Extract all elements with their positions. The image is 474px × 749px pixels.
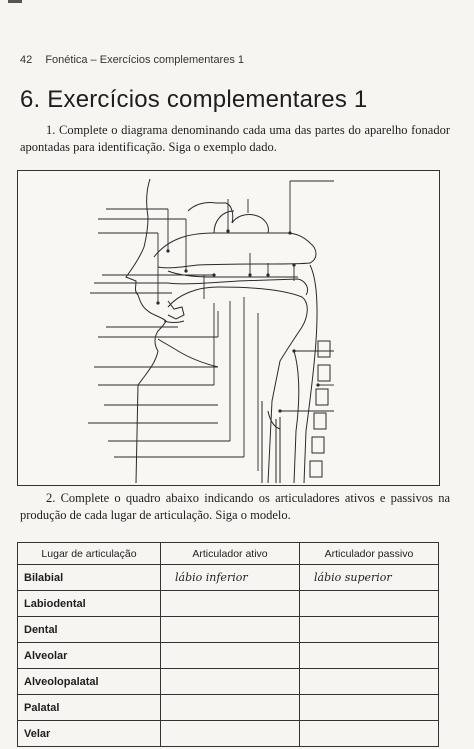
active-articulator-cell[interactable] bbox=[161, 695, 300, 721]
table-row bbox=[18, 643, 439, 669]
articulators-table-container bbox=[17, 542, 438, 747]
active-articulator-cell[interactable]: lábio inferior bbox=[161, 565, 300, 591]
chapter-title: 6. Exercícios complementares 1 bbox=[20, 86, 368, 113]
page-number: 42 bbox=[20, 54, 33, 66]
vocal-tract-drawing bbox=[18, 171, 439, 485]
table-row bbox=[18, 565, 439, 591]
active-articulator-cell[interactable] bbox=[161, 643, 300, 669]
passive-articulator-cell[interactable] bbox=[300, 643, 439, 669]
active-articulator-cell[interactable] bbox=[161, 721, 300, 747]
running-title: Fonética – Exercícios complementares 1 bbox=[45, 54, 245, 66]
place-cell: Palatal bbox=[18, 695, 161, 721]
passive-articulator-cell[interactable] bbox=[300, 695, 439, 721]
table-header-row bbox=[18, 543, 439, 565]
place-cell: Dental bbox=[18, 617, 161, 643]
table-row bbox=[18, 695, 439, 721]
page-edge-mark bbox=[8, 0, 22, 3]
table-row bbox=[18, 591, 439, 617]
header-passive-articulator: Articulador passivo bbox=[300, 543, 439, 565]
active-articulator-cell[interactable] bbox=[161, 617, 300, 643]
running-header bbox=[20, 54, 244, 66]
header-place-of-articulation: Lugar de articulação bbox=[18, 543, 161, 565]
passive-articulator-cell[interactable]: lábio superior bbox=[300, 565, 439, 591]
passive-articulator-cell[interactable] bbox=[300, 617, 439, 643]
place-cell: Velar bbox=[18, 721, 161, 747]
active-articulator-cell[interactable] bbox=[161, 669, 300, 695]
place-cell: Alveolopalatal bbox=[18, 669, 161, 695]
header-active-articulator: Articulador ativo bbox=[161, 543, 300, 565]
table-row bbox=[18, 617, 439, 643]
table-row bbox=[18, 721, 439, 747]
place-cell: Alveolar bbox=[18, 643, 161, 669]
passive-articulator-cell[interactable] bbox=[300, 721, 439, 747]
table-row bbox=[18, 669, 439, 695]
place-cell: Labiodental bbox=[18, 591, 161, 617]
vocal-tract-diagram bbox=[17, 170, 440, 486]
articulators-table bbox=[17, 542, 439, 747]
passive-articulator-cell[interactable] bbox=[300, 591, 439, 617]
passive-articulator-cell[interactable] bbox=[300, 669, 439, 695]
exercise-2-instructions: 2. Complete o quadro abaixo indicando os articuladores ativos e passivos na produção de cada lugar de articulação. Siga o modelo. bbox=[20, 491, 450, 522]
exercise-1-instructions: 1. Complete o diagrama denominando cada uma das partes do aparelho fonador apontadas para identificação. Siga o exemplo dado. bbox=[20, 123, 450, 154]
active-articulator-cell[interactable] bbox=[161, 591, 300, 617]
place-cell: Bilabial bbox=[18, 565, 161, 591]
